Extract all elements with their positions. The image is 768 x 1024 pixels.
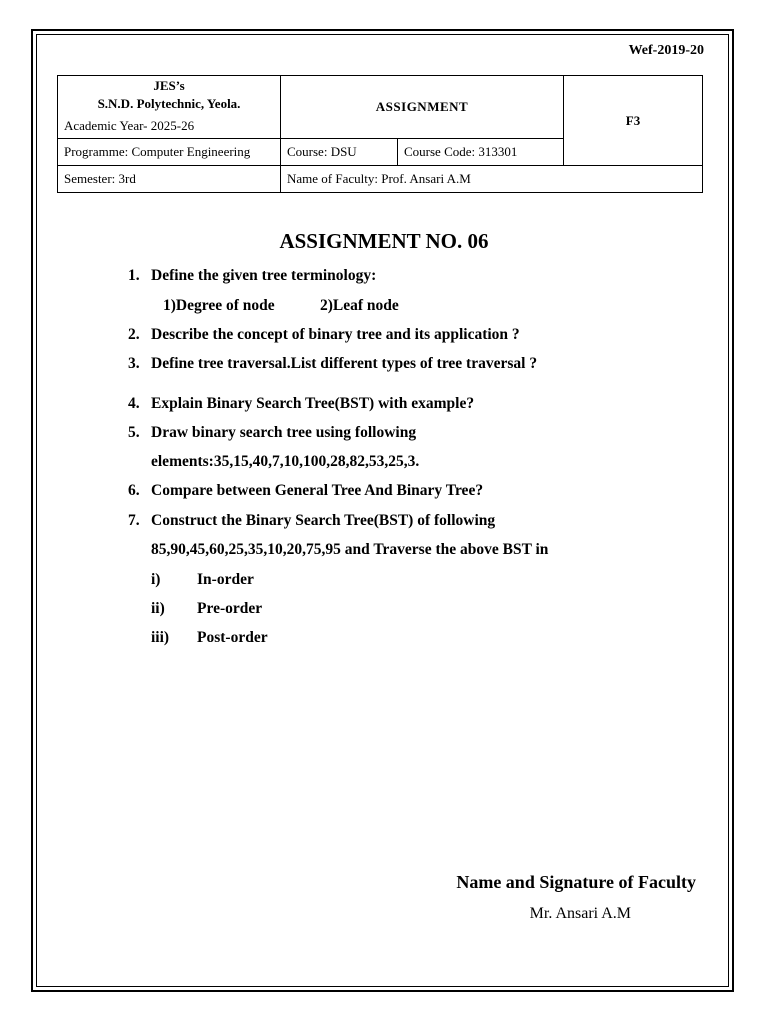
traversal-2-num: ii) bbox=[151, 600, 165, 617]
institute-line1: JES’s bbox=[153, 78, 185, 93]
q1-sub-a: 1)Degree of node bbox=[163, 297, 275, 314]
q7-continuation: 85,90,45,60,25,35,10,20,75,95 and Traverse the above BST in bbox=[151, 541, 549, 558]
document-title: ASSIGNMENT bbox=[281, 76, 564, 139]
institute-cell bbox=[58, 76, 281, 115]
institute-name: S.N.D. Polytechnic, Yeola. bbox=[97, 96, 241, 111]
traversal-3-num: iii) bbox=[151, 629, 170, 646]
academic-year: Academic Year- 2025-26 bbox=[58, 114, 281, 139]
faculty-name: Name of Faculty: Prof. Ansari A.M bbox=[281, 166, 703, 193]
course: Course: DSU bbox=[281, 139, 398, 166]
semester: Semester: 3rd bbox=[58, 166, 281, 193]
faculty-signature-name: Mr. Ansari A.M bbox=[529, 905, 631, 922]
q5-continuation: elements:35,15,40,7,10,100,28,82,53,25,3. bbox=[151, 453, 420, 470]
assignment-title: ASSIGNMENT NO. 06 bbox=[279, 229, 489, 253]
wef-label: Wef-2019-20 bbox=[628, 43, 704, 58]
q1-sub-b: 2)Leaf node bbox=[320, 297, 399, 314]
header-table bbox=[57, 75, 703, 193]
traversal-3-label: Post-order bbox=[197, 629, 268, 646]
traversal-2-label: Pre-order bbox=[197, 600, 263, 617]
form-code: F3 bbox=[564, 76, 703, 166]
signature-title: Name and Signature of Faculty bbox=[456, 872, 696, 892]
traversal-1-num: i) bbox=[151, 571, 161, 588]
course-code: Course Code: 313301 bbox=[398, 139, 564, 166]
traversal-1-label: In-order bbox=[197, 571, 254, 588]
programme: Programme: Computer Engineering bbox=[58, 139, 281, 166]
